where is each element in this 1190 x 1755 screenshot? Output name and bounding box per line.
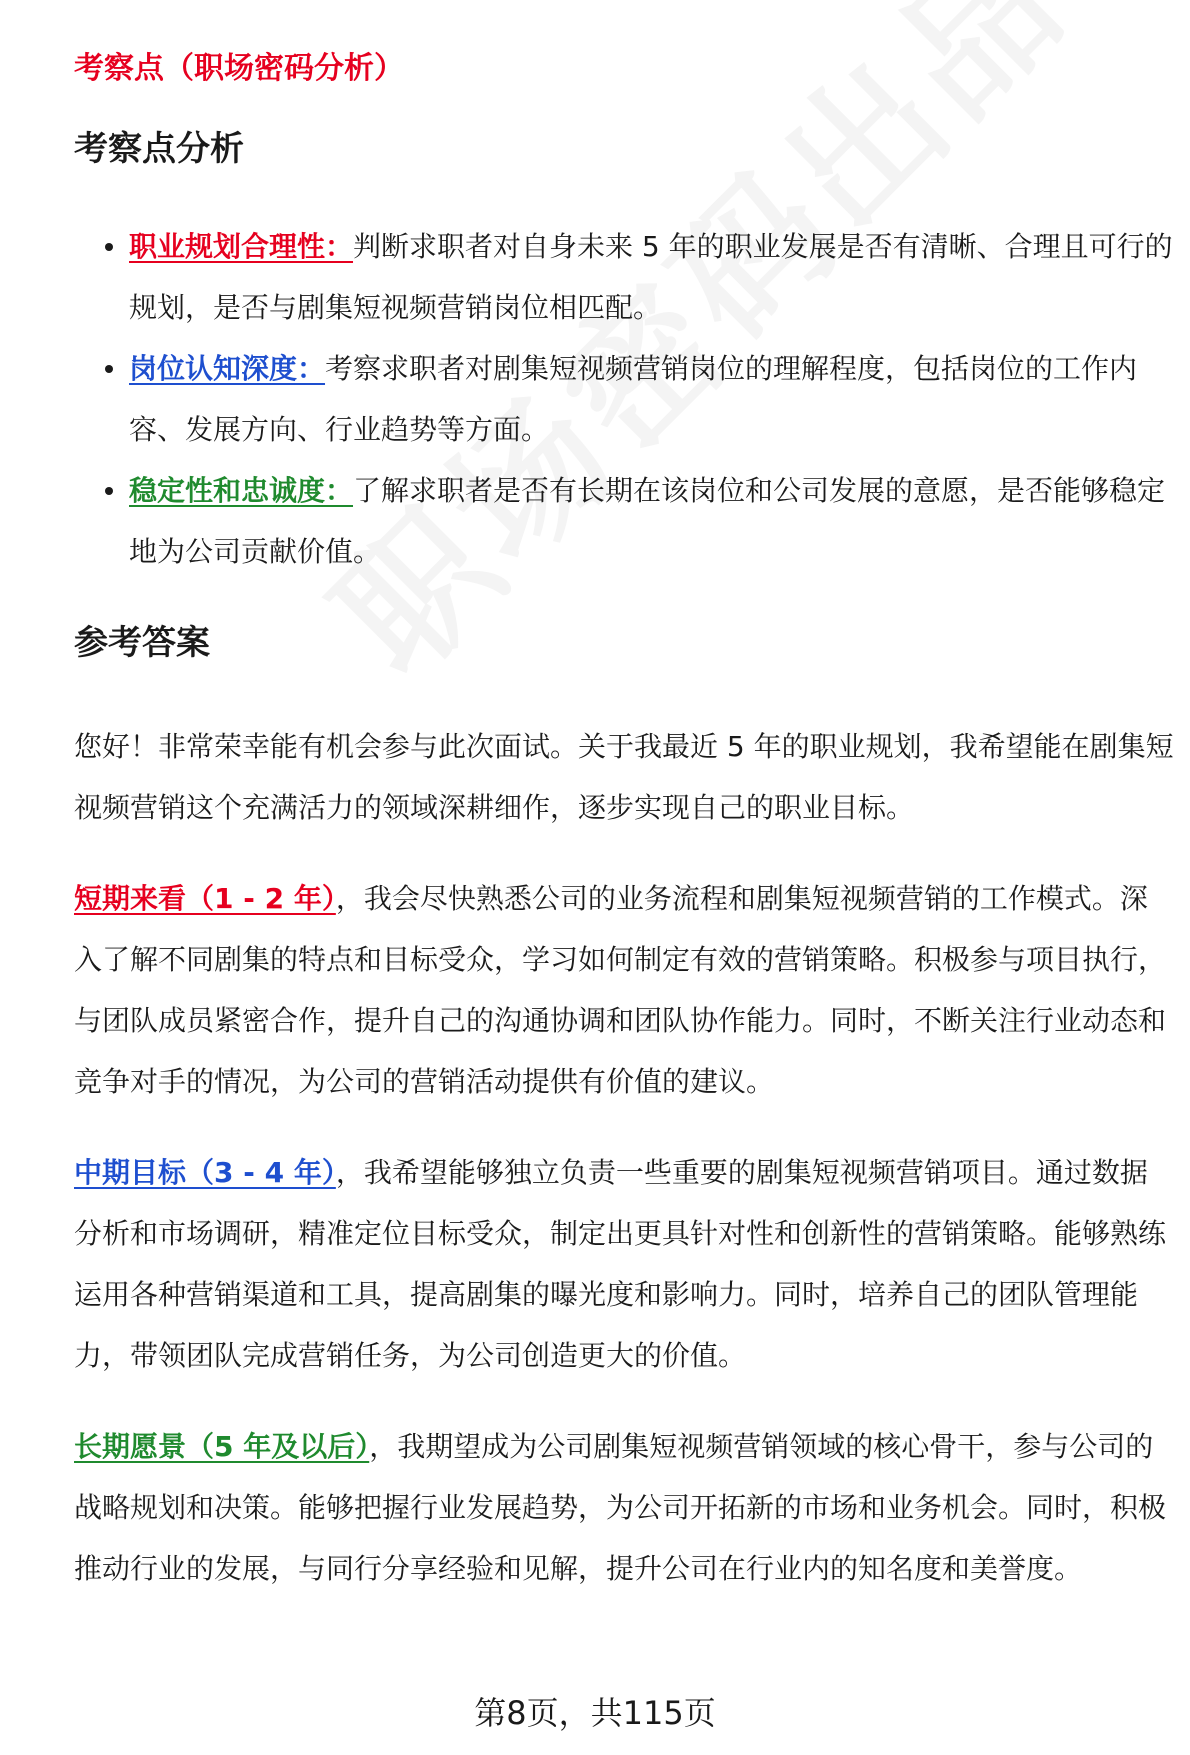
section-kicker: 考察点（职场密码分析） <box>74 51 404 86</box>
point-text: 了解求职者是否有长期在该岗位和公司发展的意愿，是否能够稳定地为公司贡献价值。 <box>129 474 1166 568</box>
phase-text: ，我会尽快熟悉公司的业务流程和剧集短视频营销的工作模式。深入了解不同剧集的特点和目标受众，学习如何制定有效的营销策略。积极参与项目执行，与团队成员紧密合作，提升自己的沟通协调和团队协作能力。同时，不断关注行业动态和竞争对手的情况，为公司的营销活动提供有价值的建议。 <box>74 882 1167 1098</box>
point-label: 稳定性和忠诚度： <box>129 474 354 507</box>
phase-text: ，我期望成为公司剧集短视频营销领域的核心骨干，参与公司的战略规划和决策。能够把握行业发展趋势，为公司开拓新的市场和业务机会。同时，积极推动行业的发展，与同行分享经验和见解，提升公司在行业内的知名度和美誉度。 <box>74 1430 1167 1585</box>
bullet-icon <box>105 365 113 373</box>
phase-label: 短期来看（1 - 2 年） <box>74 882 336 915</box>
phase-label: 中期目标（3 - 4 年） <box>74 1156 336 1189</box>
bullet-icon <box>105 487 113 495</box>
intro-paragraph: 您好！非常荣幸能有机会参与此次面试。关于我最近 5 年的职业规划，我希望能在剧集短视频营销这个充满活力的领域深耕细作，逐步实现自己的职业目标。 <box>74 730 1174 824</box>
answer-heading: 参考答案 <box>74 623 210 663</box>
analysis-points-list <box>74 216 1174 582</box>
phase-paragraph-long-term <box>74 1416 1174 1599</box>
page-number-footer: 第8页，共115页 <box>474 1694 716 1732</box>
point-label: 职业规划合理性： <box>129 230 354 263</box>
phase-paragraph-short-term <box>74 868 1174 1112</box>
point-label: 岗位认知深度： <box>129 352 326 385</box>
bullet-icon <box>105 243 113 251</box>
analysis-point <box>129 460 1174 582</box>
point-text: 判断求职者对自身未来 5 年的职业发展是否有清晰、合理且可行的规划，是否与剧集短视频营销岗位相匹配。 <box>129 230 1173 324</box>
analysis-heading: 考察点分析 <box>74 129 244 169</box>
phase-label: 长期愿景（5 年及以后） <box>74 1430 370 1463</box>
analysis-point <box>129 338 1174 460</box>
phase-paragraph-mid-term <box>74 1142 1174 1386</box>
document-body <box>74 48 1174 1629</box>
point-text: 考察求职者对剧集短视频营销岗位的理解程度，包括岗位的工作内容、发展方向、行业趋势等方面。 <box>129 352 1138 446</box>
analysis-point <box>129 216 1174 338</box>
phase-text: ，我希望能够独立负责一些重要的剧集短视频营销项目。通过数据分析和市场调研，精准定位目标受众，制定出更具针对性和创新性的营销策略。能够熟练运用各种营销渠道和工具，提高剧集的曝光度和影响力。同时，培养自己的团队管理能力，带领团队完成营销任务，为公司创造更大的价值。 <box>74 1156 1167 1372</box>
